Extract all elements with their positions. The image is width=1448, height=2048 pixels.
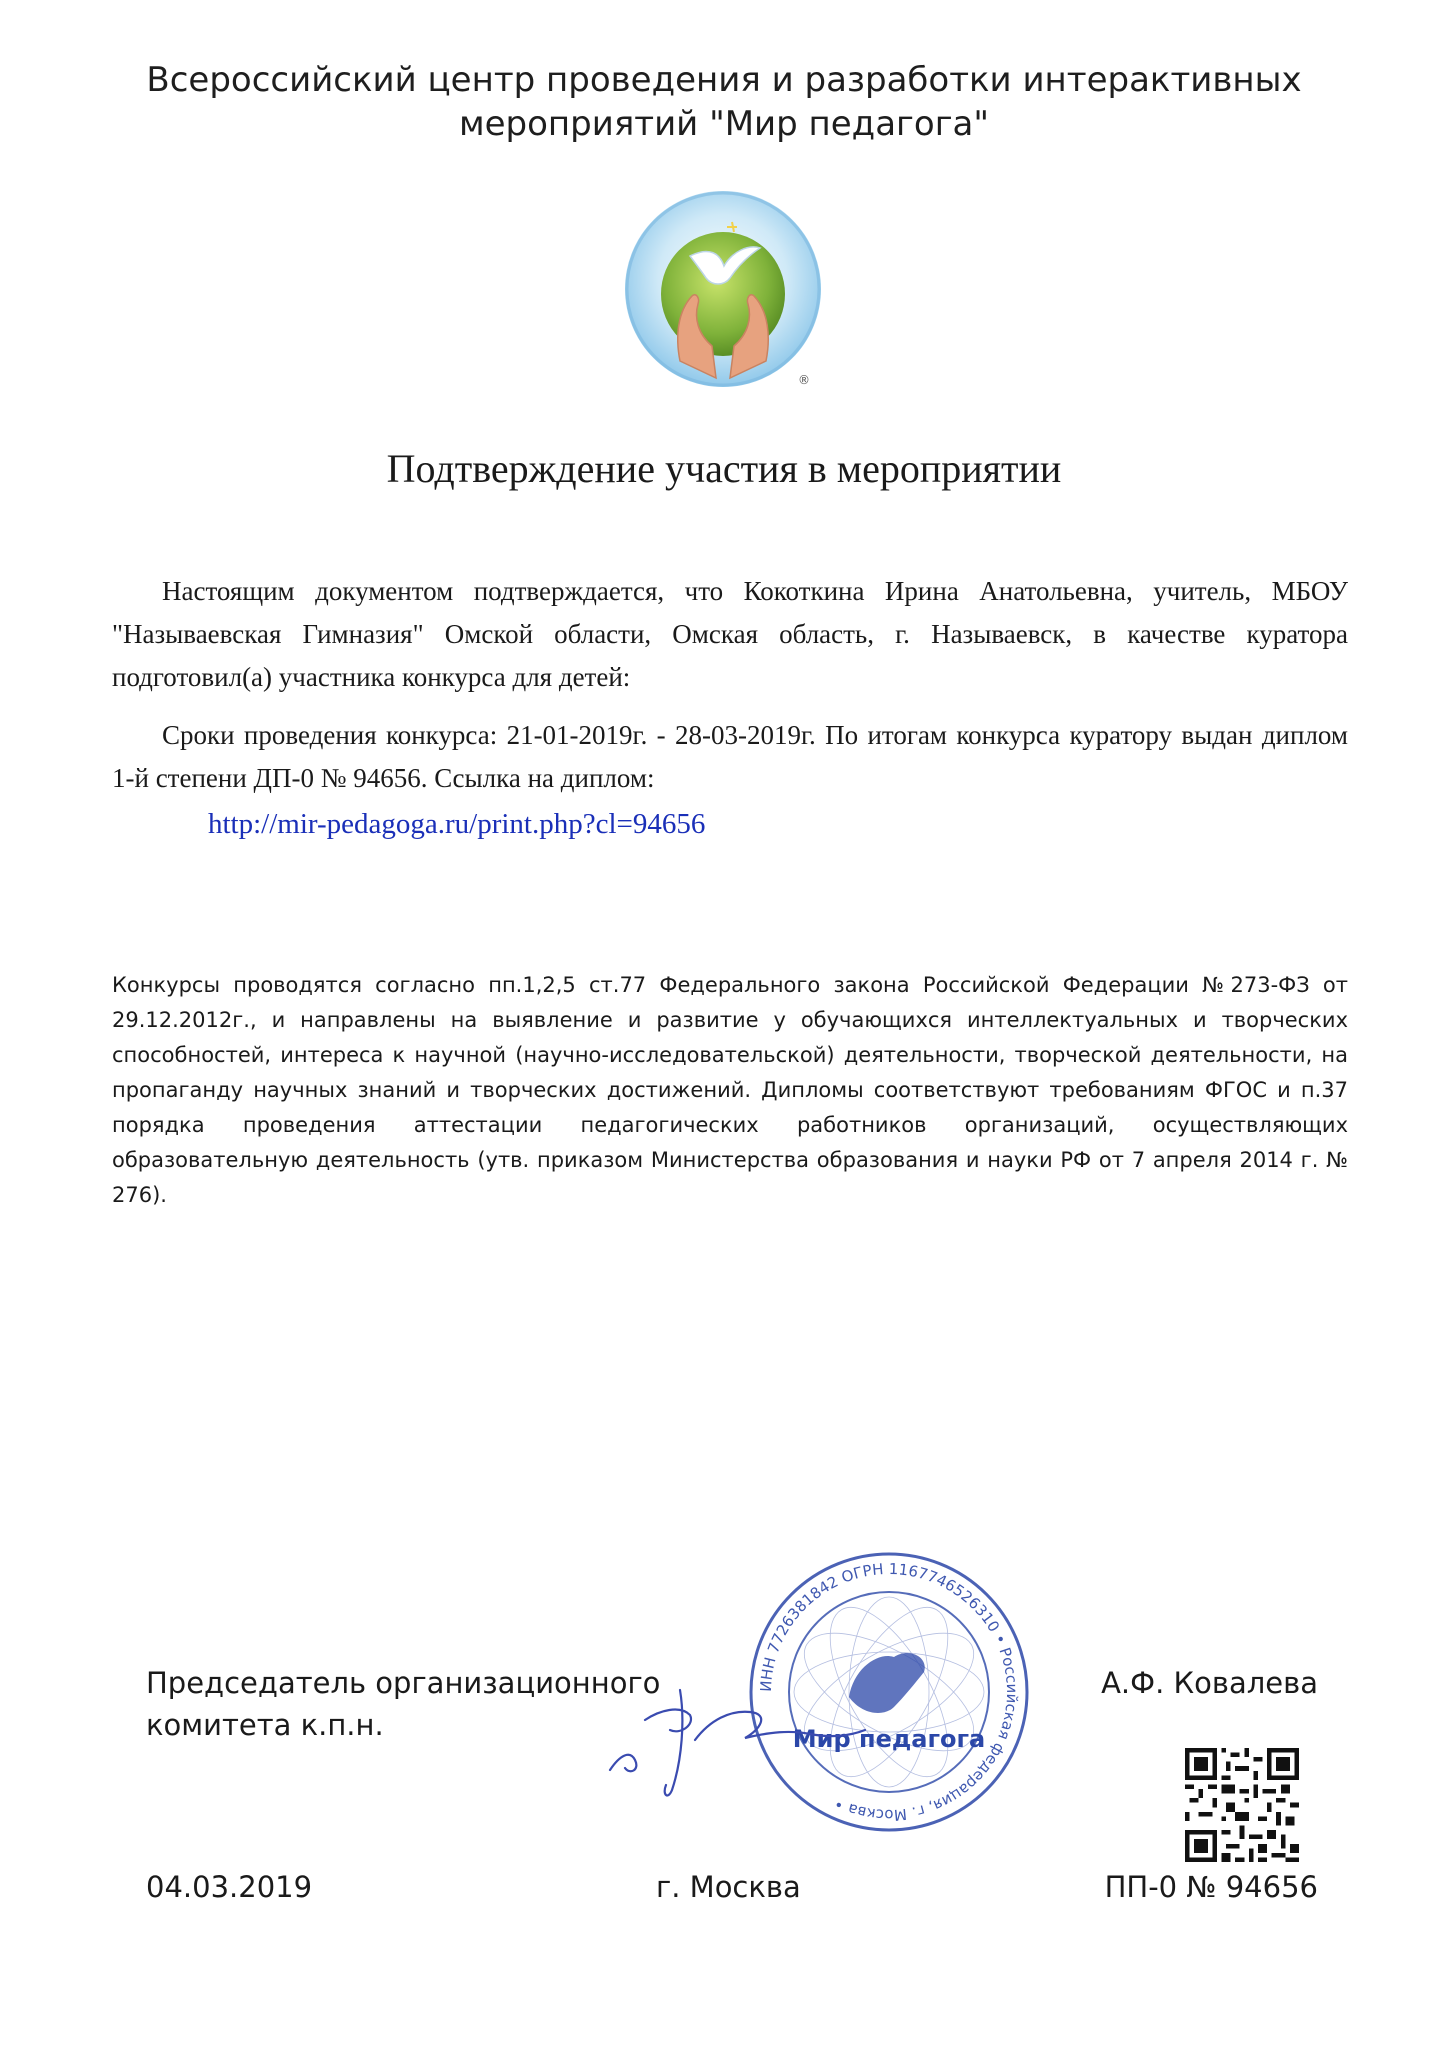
organization-header-line2: мероприятий "Мир педагога" [458,104,990,144]
issue-city: г. Москва [656,1870,801,1904]
organization-header-line1: Всероссийский центр проведения и разработки интерактивных [146,60,1302,100]
document-number: ПП-0 № 94656 [1104,1870,1318,1904]
stamp-brand: Мир педагога [792,1725,986,1753]
issue-date: 04.03.2019 [146,1870,313,1904]
svg-text:®: ® [798,373,810,387]
signatory-role-line1: Председатель организационного [146,1666,661,1700]
contest-dates-paragraph: Сроки проведения конкурса: 21-01-2019г. - 28-03-2019г. По итогам конкурса куратору выдан диплом 1-й степени ДП-0 № 94656. Ссылка на диплом: [112,720,1348,793]
signatory-name: А.Ф. Ковалева [1101,1666,1318,1700]
document-title: Подтверждение участия в мероприятии [386,446,1062,491]
diploma-link[interactable]: http://mir-pedagoga.ru/print.php?cl=94656 [208,808,706,840]
handwritten-signature [600,1650,900,1820]
stamp-ring-text: ИНН 7726381842 ОГРН 1167746526310 • Российская федерация, г. Москва • [756,1559,1022,1825]
signatory-role [146,1662,666,1746]
organization-header [110,58,1338,146]
globe-hands-dove-logo [620,186,830,396]
qr-code [1185,1748,1299,1862]
confirmation-paragraph: Настоящим документом подтверждается, что Кокоткина Ирина Анатольевна, учитель, МБОУ "Называевская Гимназия" Омской области, Омская область, г. Называевск, в качестве куратора подготовил(а) участника конкурса для детей: [112,576,1348,692]
legal-notice: Конкурсы проводятся согласно пп.1,2,5 ст.77 Федерального закона Российской Федерации №273-ФЗ от 29.12.2012г., и направлены на выявление и развитие у обучающихся интеллектуальных и творческих способностей, интереса к научной (научно-исследовательской) деятельности, творческой деятельности, на пропаганду научных знаний и творческих достижений. Дипломы соответствуют требованиям ФГОС и п.37 порядка проведения аттестации педагогических работников организаций, осуществляющих образовательную деятельность (утв. приказом Министерства образования и науки РФ от 7 апреля 2014 г. № 276). [112,973,1348,1207]
signatory-role-line2: комитета к.п.н. [146,1708,384,1742]
